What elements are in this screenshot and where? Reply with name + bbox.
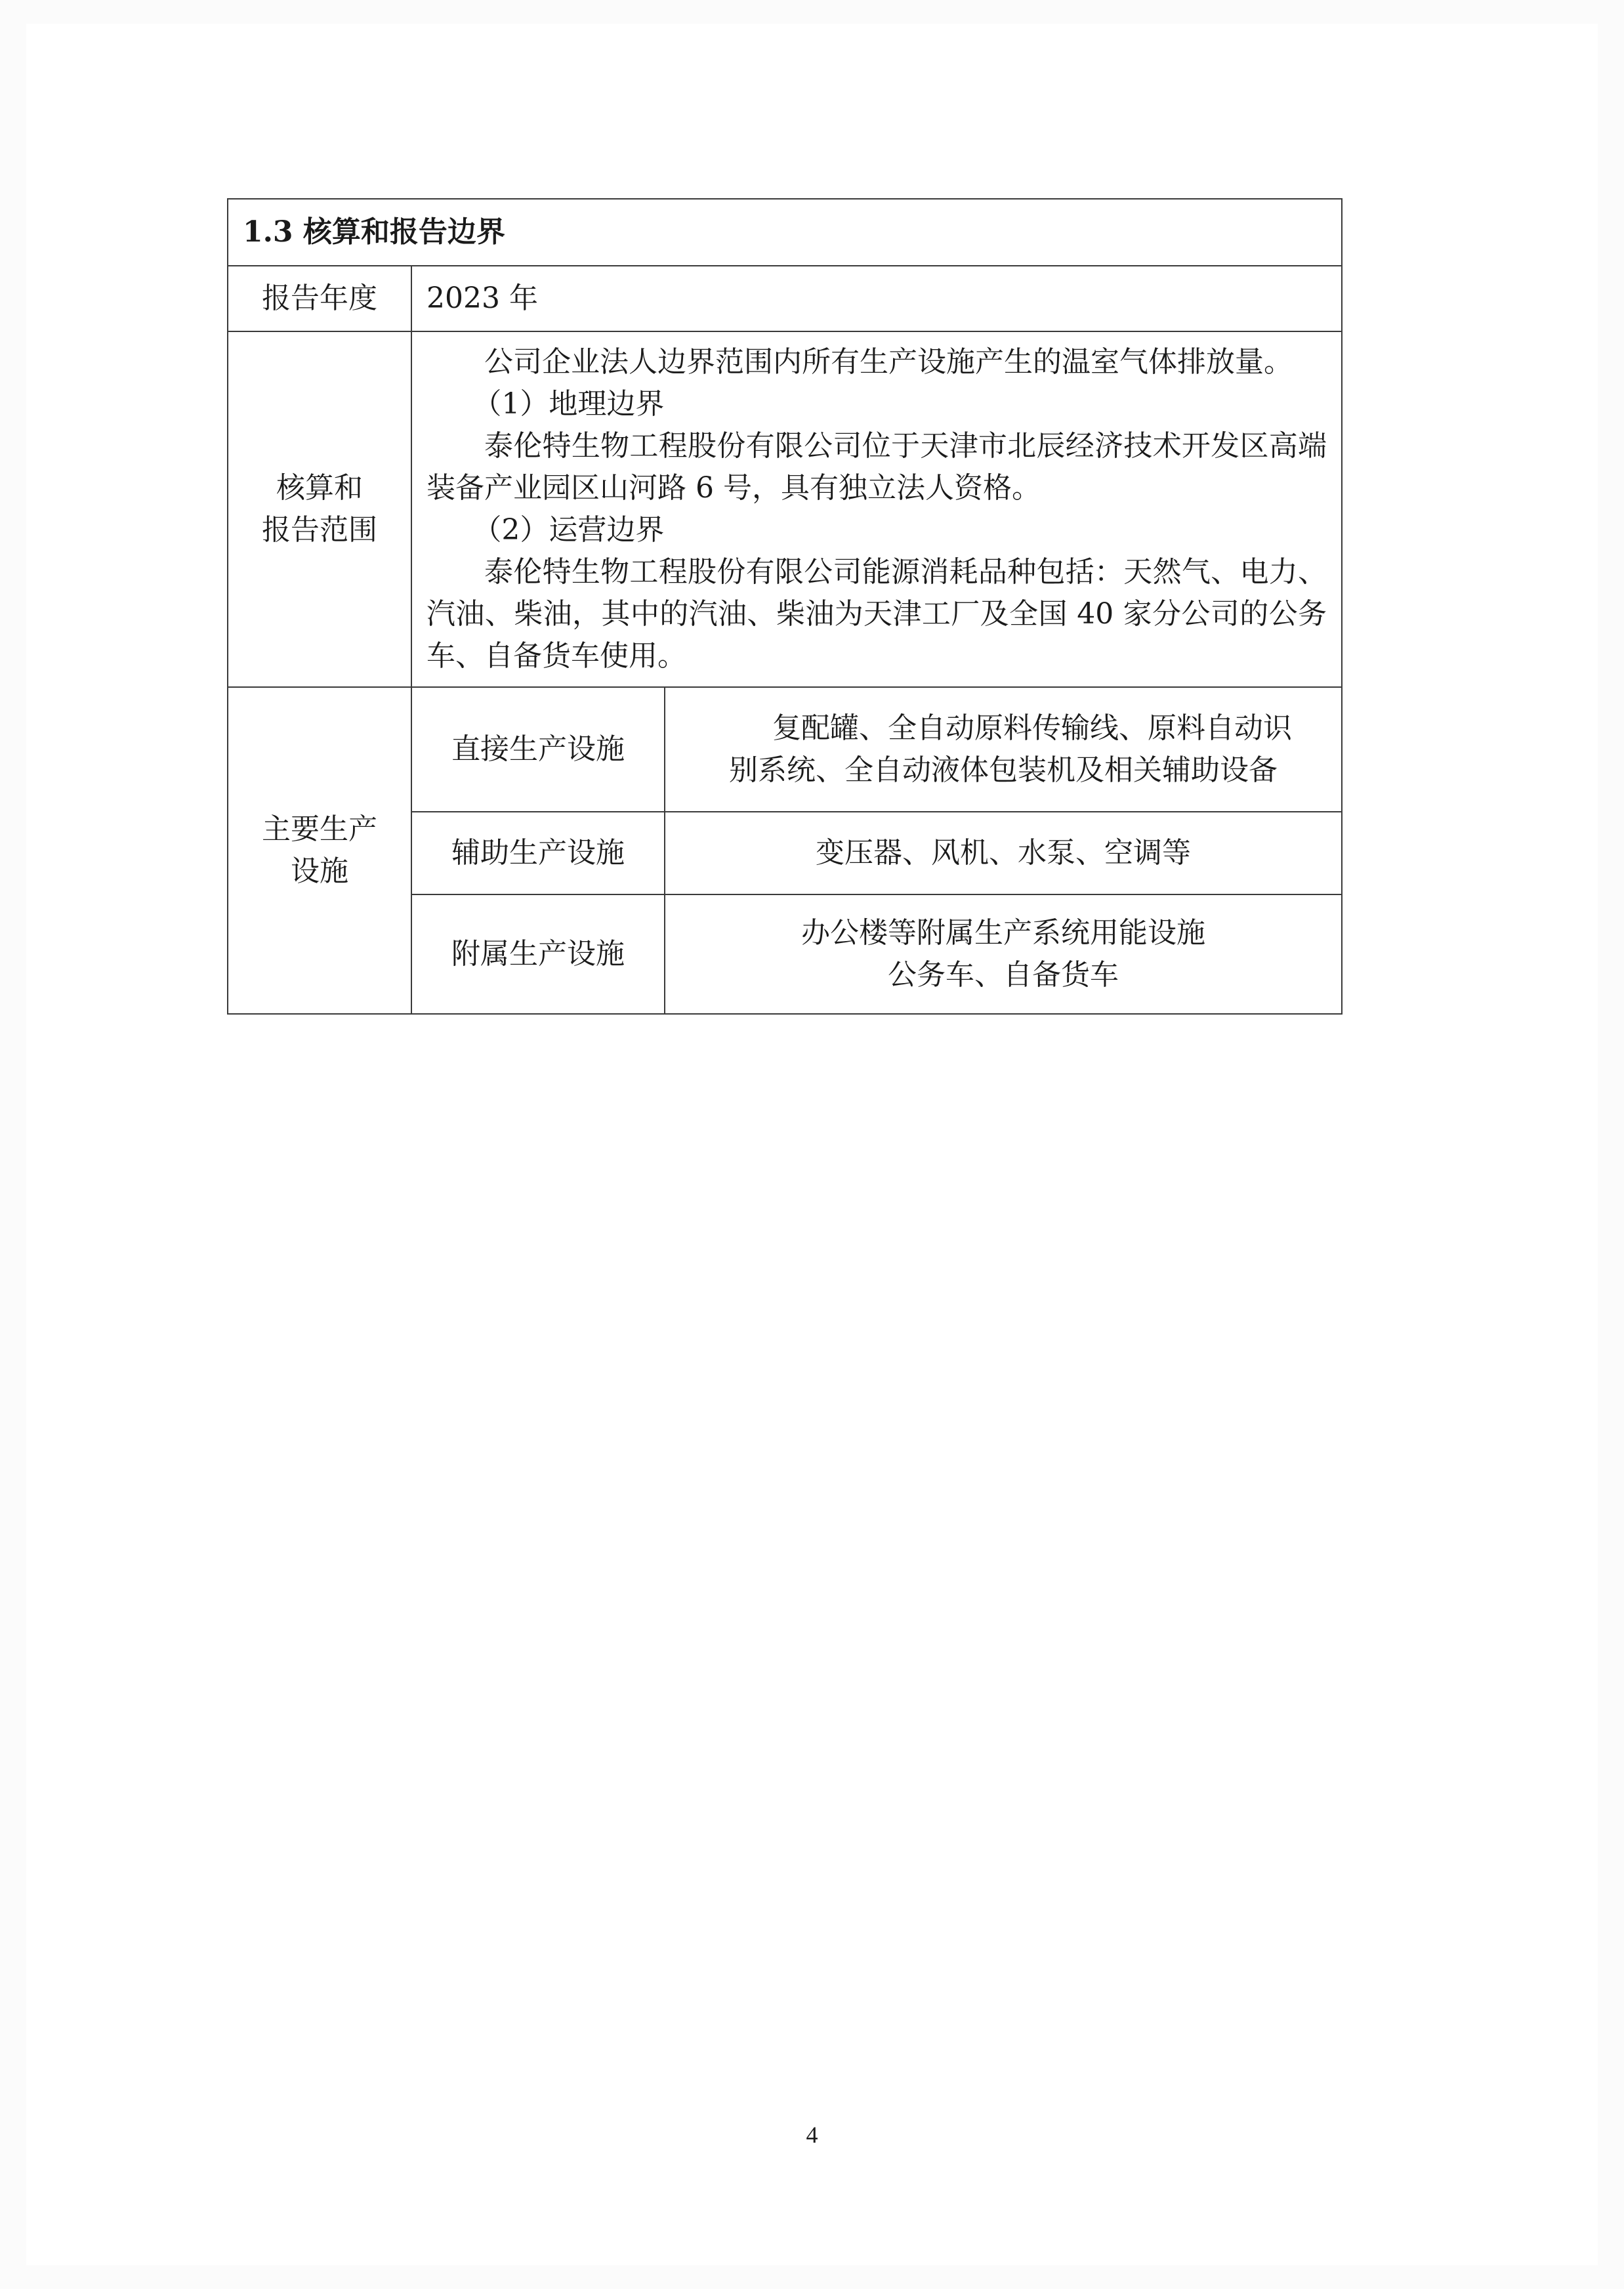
section-header-row [228,199,1342,266]
scope-paragraph: 泰伦特生物工程股份有限公司能源消耗品种包括：天然气、电力、汽油、柴油，其中的汽油、柴油为天津工厂及全国 40 家分公司的公务车、自备货车使用。 [427,555,1327,673]
report-year-row [228,266,1342,331]
scope-paragraph: 公司企业法人边界范围内所有生产设施产生的温室气体排放量。 [484,345,1293,379]
scope-paragraph: （1）地理边界 [472,387,665,421]
report-year-label: 报告年度 [228,266,411,331]
reporting-scope-label: 核算和 报告范围 [228,331,411,687]
boundary-table [227,198,1343,1015]
facility-desc-auxiliary [665,812,1342,894]
scope-paragraph: （2）运营边界 [472,513,665,547]
facility-type-direct: 直接生产设施 [411,687,665,812]
section-title: 1.3 核算和报告边界 [228,199,1342,266]
page-number: 4 [806,2122,818,2148]
scope-paragraph: 泰伦特生物工程股份有限公司位于天津市北辰经济技术开发区高端装备产业园区山河路 6 号，具有独立法人资格。 [427,429,1327,505]
report-year-value: 2023 年 [411,266,1342,331]
facility-type-attached: 附属生产设施 [411,894,665,1014]
facility-desc-line: 复配罐、全自动原料传输线、原料自动识 [772,711,1293,745]
facility-desc-line: 变压器、风机、水泵、空调等 [816,836,1192,870]
main-facilities-label: 主要生产 设施 [228,687,411,1014]
facility-row-direct [228,687,1342,812]
facility-type-auxiliary: 辅助生产设施 [411,812,665,894]
reporting-scope-text [411,331,1342,687]
facility-desc-direct [665,687,1342,812]
reporting-scope-row [228,331,1342,687]
facility-desc-attached [665,894,1342,1014]
facility-desc-line: 别系统、全自动液体包装机及相关辅助设备 [729,753,1278,787]
facility-desc-line: 公务车、自备货车 [888,958,1119,992]
facility-desc-line: 办公楼等附属生产系统用能设施 [801,916,1206,950]
